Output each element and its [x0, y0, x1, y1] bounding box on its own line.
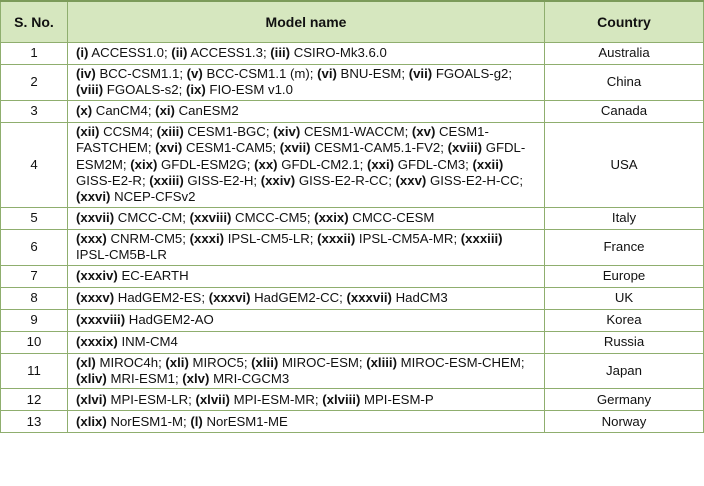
- model-index-label: (xviii): [447, 140, 483, 156]
- model-name: ACCESS1.3: [190, 45, 263, 61]
- model-index-label: (l): [190, 413, 203, 429]
- serial-number-cell: 8: [1, 287, 68, 309]
- model-name: GISS-E2-R-CC: [298, 173, 389, 189]
- model-names-cell: (xlvi) MPI-ESM-LR; (xlvii) MPI-ESM-MR; (xlviii) MPI-ESM-P: [68, 389, 545, 411]
- model-name: MRI-CGCM3: [213, 371, 290, 387]
- serial-number-cell: 11: [1, 353, 68, 389]
- model-index-label: (xx): [254, 156, 278, 172]
- model-index-label: (ix): [185, 82, 206, 98]
- serial-number-cell: 13: [1, 411, 68, 433]
- model-name: NorESM1-M: [110, 413, 183, 429]
- model-name: BNU-ESM: [340, 66, 402, 81]
- header-country: Country: [545, 1, 704, 43]
- model-name: CESM1-CAM5: [185, 140, 273, 156]
- model-index-label: (viii): [76, 82, 104, 98]
- table-row: [1, 122, 704, 207]
- model-index-label: (xvi): [155, 140, 183, 156]
- model-index-label: (xliv): [76, 371, 107, 387]
- model-names-cell: [68, 265, 545, 287]
- model-index-label: (xlviii): [322, 391, 361, 407]
- table-row: [1, 229, 704, 265]
- country-cell: Japan: [545, 353, 704, 389]
- model-index-label: (vi): [317, 66, 337, 81]
- model-index-label: (xxvi): [76, 189, 111, 205]
- model-name: MPI-ESM-LR: [110, 391, 189, 407]
- country-cell: France: [545, 229, 704, 265]
- model-name: ACCESS1.0: [91, 45, 164, 61]
- model-index-label: (xlix): [76, 413, 107, 429]
- model-names-cell: (xlix) NorESM1-M; (l) NorESM1-ME: [68, 411, 545, 433]
- table-row: [1, 207, 704, 229]
- country-cell: Canada: [545, 100, 704, 122]
- model-name: CMCC-CM5: [235, 210, 307, 226]
- model-name: INM-CM4: [121, 333, 178, 349]
- model-name: FGOALS-s2: [106, 82, 179, 98]
- country-cell: Europe: [545, 265, 704, 287]
- model-index-label: (xxxv): [76, 289, 115, 305]
- model-index-label: (xxix): [314, 210, 349, 226]
- model-name: CESM1-BGC: [187, 123, 266, 139]
- model-name: CCSM4: [103, 123, 150, 139]
- model-index-label: (xxxi): [189, 230, 225, 246]
- serial-number-cell: 1: [1, 43, 68, 65]
- country-cell: Australia: [545, 43, 704, 65]
- model-name: MIROC-ESM-CHEM: [400, 354, 521, 370]
- model-index-label: (xxxvii): [346, 289, 392, 305]
- table-row: [1, 265, 704, 287]
- model-index-label: (xxxviii): [76, 311, 126, 327]
- model-index-label: (xii): [76, 123, 100, 139]
- table-row: [1, 353, 704, 389]
- model-index-label: (xvii): [279, 140, 311, 156]
- model-name: MIROC-ESM: [281, 354, 359, 370]
- model-name: HadGEM2-ES: [117, 289, 202, 305]
- model-names-cell: (xxxv) HadGEM2-ES; (xxxvi) HadGEM2-CC; (xxxvii) HadCM3: [68, 287, 545, 309]
- country-cell: Norway: [545, 411, 704, 433]
- model-name: CanCM4: [95, 103, 148, 119]
- model-name: MIROC4h: [99, 354, 159, 370]
- model-name: CMCC-CM: [117, 210, 183, 226]
- header-model-name: Model name: [68, 1, 545, 43]
- model-name: GFDL-ESM2G: [161, 156, 247, 172]
- model-name: GISS-E2-H: [187, 173, 254, 189]
- serial-number-cell: 3: [1, 100, 68, 122]
- model-index-label: (vii): [408, 66, 433, 81]
- table-row: [1, 309, 704, 331]
- model-index-label: (xxii): [472, 156, 504, 172]
- model-name: CESM1-FASTCHEM: [76, 123, 489, 156]
- header-row: [1, 1, 704, 43]
- model-name: CanESM2: [178, 103, 239, 119]
- model-index-label: (xlvii): [195, 391, 230, 407]
- country-cell: UK: [545, 287, 704, 309]
- model-index-label: (xxviii): [189, 210, 232, 226]
- model-names-cell: [68, 331, 545, 353]
- model-index-label: (xiii): [156, 123, 184, 139]
- model-index-label: (x): [76, 103, 93, 119]
- model-name: HadGEM2-CC: [254, 289, 340, 305]
- model-names-cell: (iv) BCC-CSM1.1; (v) BCC-CSM1.1 (m); (vi) BNU-ESM; (vii) FGOALS-g2; (viii) FGOALS-s2; (ix) FIO-ESM v1.0: [68, 65, 545, 101]
- model-index-label: (xxx): [76, 230, 107, 246]
- model-index-label: (xliii): [366, 354, 397, 370]
- table-row: [1, 43, 704, 65]
- model-name: FIO-ESM v1.0: [209, 82, 293, 98]
- serial-number-cell: 7: [1, 265, 68, 287]
- model-index-label: (xl): [76, 354, 96, 370]
- serial-number-cell: 4: [1, 122, 68, 207]
- model-name: CSIRO-Mk3.6.0: [293, 45, 387, 61]
- table-row: [1, 65, 704, 101]
- model-name: GISS-E2-R: [76, 173, 142, 189]
- model-index-label: (xix): [130, 156, 158, 172]
- model-index-label: (xv): [411, 123, 436, 139]
- model-index-label: (xlvi): [76, 391, 107, 407]
- country-cell: Korea: [545, 309, 704, 331]
- model-names-cell: (x) CanCM4; (xi) CanESM2: [68, 100, 545, 122]
- table-row: [1, 389, 704, 411]
- model-names-cell: (xl) MIROC4h; (xli) MIROC5; (xlii) MIROC-ESM; (xliii) MIROC-ESM-CHEM; (xliv) MRI-ESM1; (xlv) MRI-CGCM3: [68, 353, 545, 389]
- model-name: EC-EARTH: [121, 267, 189, 283]
- serial-number-cell: 10: [1, 331, 68, 353]
- serial-number-cell: 12: [1, 389, 68, 411]
- model-name: FGOALS-g2: [435, 66, 509, 81]
- model-index-label: (xxi): [366, 156, 395, 172]
- model-name: GFDL-CM3: [397, 156, 466, 172]
- model-name: HadCM3: [395, 289, 448, 305]
- model-index-label: (xiv): [273, 123, 301, 139]
- model-name: CESM1-CAM5.1-FV2: [314, 140, 441, 156]
- country-cell: Russia: [545, 331, 704, 353]
- model-index-label: (xxxiv): [76, 267, 118, 283]
- model-name: MPI-ESM-P: [364, 391, 434, 407]
- table-row: [1, 287, 704, 309]
- model-index-label: (xxiii): [149, 173, 184, 189]
- model-name: CESM1-WACCM: [303, 123, 405, 139]
- model-names-cell: (i) ACCESS1.0; (ii) ACCESS1.3; (iii) CSIRO-Mk3.6.0: [68, 43, 545, 65]
- serial-number-cell: 2: [1, 65, 68, 101]
- model-index-label: (i): [76, 45, 89, 61]
- model-name: BCC-CSM1.1: [99, 66, 180, 81]
- model-names-cell: (xxx) CNRM-CM5; (xxxi) IPSL-CM5-LR; (xxxii) IPSL-CM5A-MR; (xxxiii) IPSL-CM5B-LR: [68, 229, 545, 265]
- model-name: CMCC-CESM: [352, 210, 435, 226]
- serial-number-cell: 9: [1, 309, 68, 331]
- model-name: IPSL-CM5B-LR: [76, 247, 167, 263]
- serial-number-cell: 6: [1, 229, 68, 265]
- model-index-label: (xxxix): [76, 333, 118, 349]
- model-index-label: (xli): [165, 354, 189, 370]
- model-name: NCEP-CFSv2: [114, 189, 196, 205]
- model-index-label: (xxxii): [317, 230, 356, 246]
- model-index-label: (xxvii): [76, 210, 115, 226]
- model-names-cell: [68, 309, 545, 331]
- model-index-label: (ii): [171, 45, 188, 61]
- model-name: GFDL-CM2.1: [281, 156, 360, 172]
- model-index-label: (iii): [270, 45, 291, 61]
- model-index-label: (xxv): [395, 173, 427, 189]
- model-name: NorESM1-ME: [206, 413, 288, 429]
- model-index-label: (xlv): [182, 371, 210, 387]
- table-row: [1, 100, 704, 122]
- model-index-label: (xxiv): [260, 173, 296, 189]
- model-names-cell: (xii) CCSM4; (xiii) CESM1-BGC; (xiv) CESM1-WACCM; (xv) CESM1-FASTCHEM; (xvi) CESM1-CAM5; (xvii) CESM1-CAM5.1-FV2; (xviii) GFDL-ESM2M; (xix) GFDL-ESM2G; (xx) GFDL-CM2.1; (xxi) GFDL-CM3; (xxii) GISS-E2-R; (xxiii) GISS-E2-H; (xxiv) GISS-E2-R-CC; (xxv) GISS-E2-H-CC; (xxvi) NCEP-CFSv2: [68, 122, 545, 207]
- model-index-label: (xlii): [251, 354, 279, 370]
- model-name: IPSL-CM5A-MR: [358, 230, 454, 246]
- model-name: HadGEM2-AO: [128, 311, 214, 327]
- country-cell: USA: [545, 122, 704, 207]
- model-index-label: (xxxvi): [208, 289, 251, 305]
- header-sno: S. No.: [1, 1, 68, 43]
- table-body: [1, 43, 704, 433]
- model-index-label: (v): [186, 66, 203, 81]
- model-name: BCC-CSM1.1 (m): [206, 66, 310, 81]
- table-row: [1, 411, 704, 433]
- table-row: [1, 331, 704, 353]
- country-cell: Germany: [545, 389, 704, 411]
- model-name: IPSL-CM5-LR: [227, 230, 310, 246]
- country-cell: China: [545, 65, 704, 101]
- country-cell: Italy: [545, 207, 704, 229]
- model-name: MRI-ESM1: [110, 371, 175, 387]
- model-index-label: (iv): [76, 66, 96, 81]
- model-name: GFDL-ESM2M: [76, 140, 526, 172]
- model-name: GISS-E2-H-CC: [430, 173, 520, 189]
- model-name: MPI-ESM-MR: [233, 391, 315, 407]
- model-name: CNRM-CM5: [110, 230, 183, 246]
- model-names-cell: (xxvii) CMCC-CM; (xxviii) CMCC-CM5; (xxix) CMCC-CESM: [68, 207, 545, 229]
- model-index-label: (xxxiii): [460, 230, 503, 246]
- serial-number-cell: 5: [1, 207, 68, 229]
- model-index-label: (xi): [155, 103, 175, 119]
- model-name: MIROC5: [192, 354, 244, 370]
